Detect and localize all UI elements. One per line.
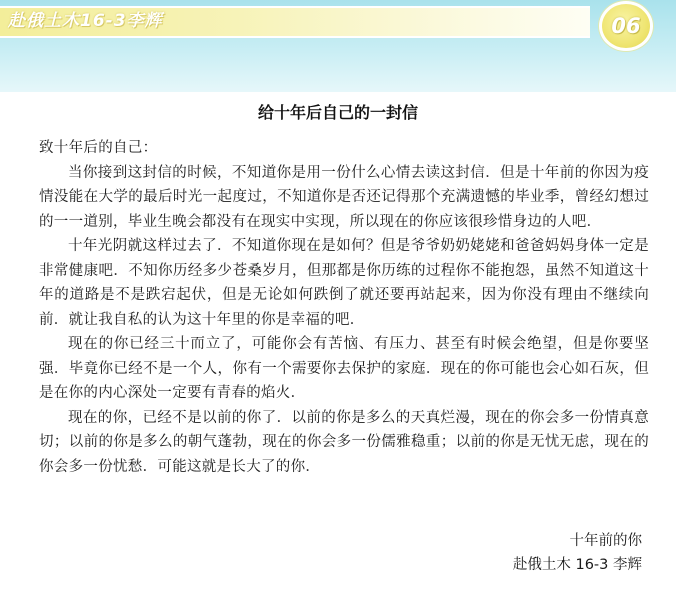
header-title: 赴俄土木16-3李辉 <box>8 11 163 31</box>
header-banner <box>0 0 676 92</box>
letter-paragraph: 现在的你已经三十而立了，可能你会有苦恼、有压力、甚至有时候会绝望，但是你要坚强．毕竟你已经不是一个人，你有一个需要你去保护的家庭．现在的你可能也会心如石灰，但是在你的内心深处一定要有青春的焰火． <box>39 336 649 401</box>
letter-title: 给十年后自己的一封信 <box>257 103 418 122</box>
letter-signoff <box>513 529 642 577</box>
letter-paragraph: 现在的你，已经不是以前的你了．以前的你是多么的天真烂漫，现在的你会多一份情真意切；以前的你是多么的朝气蓬勃，现在的你会多一份儒雅稳重；以前的你是无忧无虑，现在的你会多一份忧愁．可能这就是长大了的你． <box>39 409 649 475</box>
page-number: 06 <box>611 14 641 38</box>
signoff-line-1: 十年前的你 <box>569 533 642 549</box>
letter-body <box>39 136 649 479</box>
letter-salutation: 致十年后的自己： <box>39 140 158 156</box>
letter-paragraph: 十年光阴就这样过去了．不知道你现在是如何？但是爷爷奶奶姥姥和爸爸妈妈身体一定是非常健康吧．不知你历经多少苍桑岁月，但那都是你历练的过程你不能抱怨，虽然不知道这十年的道路是不是跌宕起伏，但是无论如何跌倒了就还要再站起来，因为你没有理由不继续向前．就让我自私的认为这十年里的你是幸福的吧． <box>39 238 649 328</box>
page-number-badge <box>599 1 653 51</box>
letter-paragraph: 当你接到这封信的时候，不知道你是用一份什么心情去读这封信．但是十年前的你因为疫情没能在大学的最后时光一起度过，不知道你是否还记得那个充满遗憾的毕业季，曾经幻想过的一一道别，毕业生晚会都没有在现实中实现，所以现在的你应该很珍惜身边的人吧． <box>39 164 649 230</box>
signoff-line-2: 赴俄土木 16-3 李辉 <box>512 557 642 573</box>
